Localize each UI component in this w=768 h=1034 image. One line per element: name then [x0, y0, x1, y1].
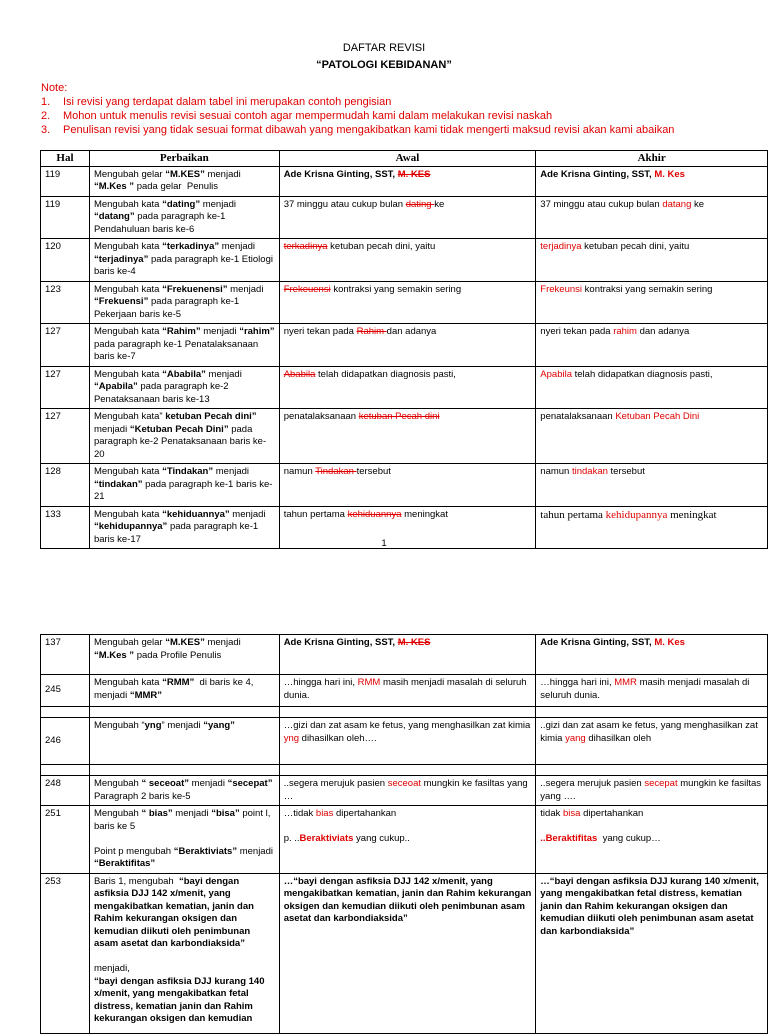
table-body	[41, 166, 768, 549]
text-run: Mengubah kata	[93, 466, 163, 477]
page-subtitle: “PATOLOGI KEBIDANAN”	[316, 59, 452, 71]
text-run: pada Profile Penulis	[134, 649, 222, 661]
text-run: Ade Krisna Ginting, SST,	[540, 637, 655, 648]
cell-hal: 128	[41, 464, 90, 507]
text-run: “ bias”	[141, 808, 173, 819]
text-run: secepat	[644, 778, 678, 789]
text-run: pada paragraph ke-2 Penataksanaan baris ke-13	[93, 381, 232, 405]
text-run: “Frekuenensi”	[162, 283, 228, 295]
text-run: p. ..	[283, 833, 300, 844]
text-run: nyeri tekan pada	[540, 326, 614, 337]
note-item: 1. Isi revisi yang terdapat dalam tabel ini merupakan contoh pengisian	[41, 96, 392, 108]
table-row	[41, 464, 768, 507]
text-run: kontraksi yang semakin sering	[582, 283, 713, 295]
cell-hal: 119	[41, 196, 90, 239]
header-hal: Hal	[41, 151, 90, 167]
text-run: menjadi	[189, 778, 228, 789]
text-run: “bayi dengan asfiksia DJJ 142 x/menit, yang mengakibatkan kematian, janin dan Rahim kekurangan oksigen dan kemudian diikuti oleh penimbunan asam asetat dan karbondiaksida”	[93, 875, 257, 949]
text-run: dan adanya	[636, 326, 690, 337]
spacer-cell	[89, 765, 279, 776]
table-row	[41, 776, 768, 806]
text-run: menjadi	[200, 326, 240, 337]
text-run: “terjadinya”	[93, 253, 149, 265]
text-run: Ade Krisna Ginting, SST,	[283, 168, 398, 180]
cell-awal	[279, 324, 536, 367]
spacer-cell	[536, 765, 768, 776]
table-row	[41, 409, 768, 464]
text-run: Mengubah kata	[93, 677, 163, 688]
table-row	[41, 707, 768, 718]
cell-akhir	[536, 675, 768, 707]
table-row	[41, 166, 768, 196]
cell-hal: 133	[41, 506, 90, 549]
text-run: menjadi	[204, 168, 244, 180]
text-run: dipertahankan	[580, 808, 644, 819]
text-run: “dating”	[162, 198, 201, 210]
text-run: Mengubah kata	[93, 283, 163, 295]
cell-awal	[279, 196, 536, 239]
cell-perbaikan	[89, 806, 279, 874]
text-run: Mengubah gelar	[93, 168, 166, 180]
cell-hal: 119	[41, 166, 90, 196]
table-row	[41, 281, 768, 324]
text-run: Mengubah kata	[93, 368, 163, 380]
cell-awal	[279, 409, 536, 464]
text-run: menjadi	[172, 808, 212, 819]
text-run: yang	[565, 732, 586, 744]
text-run: Mengubah gelar	[93, 637, 166, 648]
text-run: “M.Kes ”	[93, 649, 135, 661]
text-run: pada gelar Penulis	[134, 181, 219, 192]
table-row	[41, 196, 768, 239]
text-run: ketuban pecah dini, yaitu	[581, 241, 690, 252]
cell-akhir	[536, 776, 768, 806]
text-run: menjadi	[205, 368, 245, 380]
text-run: RMM	[357, 677, 381, 688]
text-run: pada paragraph ke-1 Pendahuluan baris ke-6	[93, 211, 229, 235]
text-run: dan adanya	[386, 326, 437, 337]
text-run: Mengubah	[93, 808, 142, 819]
cell-akhir	[536, 409, 768, 464]
text-run: M. KES	[397, 168, 431, 180]
text-run: 37 minggu atau cukup bulan	[283, 198, 406, 210]
text-run: bisa	[563, 808, 581, 819]
text-run: “bayi dengan asfiksia DJJ kurang 140 x/menit, yang mengakibatkan fetal distress, kematian janin dan Rahim kekurangan oksigen dan kemudian	[93, 975, 268, 1024]
text-run: tersebut	[607, 466, 645, 477]
text-run: menjadi	[237, 845, 276, 857]
text-run: nyeri tekan pada	[283, 326, 357, 337]
text-run: menjadi	[200, 198, 239, 210]
table-row	[41, 806, 768, 874]
text-run: Point p mengubah	[93, 845, 174, 857]
text-run: menjadi	[213, 466, 252, 477]
cell-akhir	[536, 873, 768, 1033]
cell-perbaikan	[89, 675, 279, 707]
cell-perbaikan	[89, 281, 279, 324]
table-row	[41, 366, 768, 409]
cell-awal	[279, 464, 536, 507]
text-run: “M.KES”	[165, 168, 205, 180]
text-run: terjadinya	[540, 241, 582, 252]
text-run: Mengubah “	[93, 720, 145, 731]
table-body	[41, 635, 768, 1034]
text-run: “Ketuban Pecah Dini”	[129, 423, 229, 435]
text-run: menjadi	[229, 508, 269, 520]
text-run: “M.KES”	[165, 637, 205, 648]
text-run: menjadi	[204, 637, 244, 648]
text-run: yang cukup..	[353, 833, 410, 844]
text-run: “Beraktiviats”	[173, 845, 238, 857]
header-akhir: Akhir	[536, 151, 768, 167]
spacer-cell	[89, 707, 279, 718]
header-perbaikan: Perbaikan	[89, 151, 279, 167]
text-run: tahun pertama	[540, 508, 606, 521]
text-run: “Beraktifitas”	[93, 858, 156, 869]
cell-perbaikan	[89, 166, 279, 196]
cell-awal	[279, 776, 536, 806]
cell-awal	[279, 239, 536, 282]
text-run: “Ababila”	[162, 368, 206, 380]
text-run: yang cukup…	[597, 833, 661, 844]
spacer-cell	[536, 707, 768, 718]
cell-awal	[279, 718, 536, 765]
table-header-row	[41, 151, 768, 167]
table-row	[41, 675, 768, 707]
text-run: Mengubah kata	[93, 326, 163, 337]
text-run: penatalaksanaan	[283, 411, 359, 422]
text-run: dating	[405, 198, 435, 210]
text-run: “kehidupannya”	[93, 521, 168, 532]
text-run: …tidak	[283, 808, 316, 819]
text-run: mungkin ke fasiltas yang …	[283, 778, 531, 802]
text-run: Apabila	[540, 368, 572, 380]
text-run: “Tindakan”	[162, 466, 214, 477]
cell-perbaikan	[89, 718, 279, 765]
text-run: “Rahim”	[162, 326, 201, 337]
text-run: “rahim”	[239, 326, 275, 337]
text-run: ketuban Pecah dini	[358, 411, 440, 422]
text-run: ..Beraktifitas	[540, 833, 598, 844]
text-run: bias	[315, 808, 334, 819]
text-run: ketuban pecah dini, yaitu	[327, 241, 436, 252]
table-row	[41, 324, 768, 367]
cell-akhir	[536, 324, 768, 367]
text-run: “tindakan”	[93, 478, 143, 490]
text-run: yng	[283, 732, 300, 744]
text-run: “M.Kes ”	[93, 181, 135, 192]
cell-perbaikan	[89, 239, 279, 282]
text-run: Ketuban Pecah Dini	[615, 411, 700, 422]
cell-perbaikan	[89, 409, 279, 464]
text-run: tersebut	[356, 466, 391, 477]
text-run: telah didapatkan diagnosis pasti,	[315, 368, 456, 380]
cell-awal	[279, 675, 536, 707]
cell-hal: 127	[41, 366, 90, 409]
text-run: Ade Krisna Ginting, SST,	[540, 168, 655, 180]
text-run: meningkat	[667, 508, 717, 521]
cell-hal: 123	[41, 281, 90, 324]
text-run: “bisa”	[211, 808, 240, 819]
text-run: seceoat	[387, 778, 421, 789]
cell-akhir	[536, 196, 768, 239]
cell-hal: 253	[41, 873, 90, 1033]
cell-awal	[279, 166, 536, 196]
text-run: “datang”	[93, 211, 135, 222]
cell-akhir	[536, 239, 768, 282]
text-run: M. Kes	[654, 637, 685, 648]
cell-awal	[279, 366, 536, 409]
cell-awal	[279, 806, 536, 874]
table-row	[41, 873, 768, 1033]
note-item: 2. Mohon untuk menulis revisi sesuai contoh agar mempermudah kami dalam melakukan revisi naskah	[41, 110, 553, 122]
text-run: menjadi	[219, 241, 258, 252]
spacer-cell	[279, 707, 536, 718]
text-run: datang	[662, 198, 692, 210]
table-row	[41, 718, 768, 765]
text-run: rahim	[613, 326, 637, 337]
text-run: Tindakan	[315, 466, 357, 477]
text-run: Ababila	[283, 368, 316, 380]
text-run: pada paragraph ke-1 Etiologi baris ke-4	[93, 253, 276, 277]
text-run: Paragraph 2 baris ke-5	[93, 778, 276, 802]
text-run: Beraktiviats	[299, 833, 354, 844]
text-run: di baris ke 4, menjadi	[93, 677, 257, 701]
text-run: Mengubah kata”	[93, 411, 166, 422]
text-run: yng	[144, 720, 162, 731]
cell-hal: 251	[41, 806, 90, 874]
text-run: “MMR”	[129, 689, 163, 701]
table-row	[41, 765, 768, 776]
cell-hal: 120	[41, 239, 90, 282]
cell-perbaikan	[89, 196, 279, 239]
cell-perbaikan	[89, 464, 279, 507]
text-run: “yang”	[203, 720, 235, 731]
header-awal: Awal	[279, 151, 536, 167]
cell-perbaikan	[89, 366, 279, 409]
text-run: kehidupannya	[605, 508, 668, 521]
text-run: meningkat	[401, 508, 448, 520]
text-run: tindakan	[571, 466, 608, 477]
spacer-cell	[279, 765, 536, 776]
text-run: masih menjadi masalah di seluruh dunia.	[540, 677, 753, 701]
text-run: kontraksi yang semakin sering	[330, 283, 462, 295]
text-run: mungkin ke fasiltas yang ….	[540, 778, 764, 802]
cell-akhir	[536, 366, 768, 409]
text-run: 37 minggu atau cukup bulan	[540, 198, 663, 210]
cell-hal: 246	[41, 718, 90, 765]
text-run: ketuban Pecah dini”	[165, 411, 257, 422]
text-run: pada paragraph ke-1 baris ke-17	[93, 521, 261, 545]
note-item: 3. Penulisan revisi yang tidak sesuai format dibawah yang mengakibatkan kami tidak mengerti maksud revisi akan kami abaikan	[41, 124, 675, 136]
cell-perbaikan	[89, 776, 279, 806]
text-run: dipertahankan	[333, 808, 397, 819]
text-run: …hingga hari ini,	[283, 677, 358, 688]
text-run: menjadi	[93, 411, 260, 435]
cell-hal: 127	[41, 409, 90, 464]
text-run: “Frekuensi”	[93, 296, 149, 307]
text-run: Rahim	[356, 326, 387, 337]
cell-hal: 127	[41, 324, 90, 367]
cell-perbaikan	[89, 635, 279, 675]
text-run: menjadi	[227, 283, 267, 295]
text-run: Mengubah kata	[93, 198, 163, 210]
page-number: 1	[381, 538, 387, 549]
text-run: …“bayi dengan asfiksia DJJ kurang 140 x/menit, yang mengakibatkan fetal distress, kematian janin dan Rahim kekurangan oksigen dan kemudian diikuti oleh penimbunan asam asetat dan karbondiaksida”	[540, 875, 762, 937]
text-run: tidak	[540, 808, 564, 819]
revision-table	[40, 150, 768, 549]
cell-akhir	[536, 806, 768, 874]
text-run: namun	[283, 466, 316, 477]
cell-awal	[279, 281, 536, 324]
text-run: dihasilkan oleh….	[299, 732, 377, 744]
text-run: kehiduannya	[347, 508, 402, 520]
table-row	[41, 239, 768, 282]
cell-akhir	[536, 166, 768, 196]
cell-akhir	[536, 464, 768, 507]
cell-awal	[279, 873, 536, 1033]
text-run: tahun pertama	[283, 508, 348, 520]
text-run: penatalaksanaan	[540, 411, 616, 422]
text-run: Baris 1, mengubah	[93, 875, 179, 887]
text-run: pada paragraph ke-2 Penataksanaan baris ke-20	[93, 423, 267, 460]
note-label: Note:	[41, 82, 68, 94]
text-run: “ seceoat”	[141, 778, 190, 789]
page-title: DAFTAR REVISI	[342, 42, 426, 54]
text-run: Mengubah	[93, 778, 142, 789]
text-run: ke	[434, 198, 445, 210]
text-run: point l, baris ke 5	[93, 808, 273, 832]
text-run: Mengubah kata	[93, 241, 163, 252]
cell-awal	[279, 635, 536, 675]
text-run: M. KES	[397, 637, 431, 648]
text-run: Frekeuensi	[283, 283, 331, 295]
spacer-cell	[41, 707, 90, 718]
cell-akhir	[536, 718, 768, 765]
cell-perbaikan	[89, 324, 279, 367]
text-run: pada paragraph ke-1 baris ke-21	[93, 478, 273, 502]
text-run: ” menjadi	[161, 720, 204, 731]
text-run: menjadi,	[93, 963, 130, 974]
text-run: ke	[691, 198, 705, 210]
text-run: “RMM”	[162, 677, 195, 688]
text-run: terkadinya	[283, 241, 328, 252]
cell-hal: 245	[41, 675, 90, 707]
text-run: telah didapatkan diagnosis pasti,	[572, 368, 713, 380]
cell-akhir	[536, 635, 768, 675]
text-run: ..gizi dan zat asam ke fetus, yang menghasilkan zat kimia	[540, 720, 761, 744]
text-run: M. Kes	[654, 168, 685, 180]
text-run: “terkadinya”	[162, 241, 220, 252]
text-run: “kehiduannya”	[162, 508, 230, 520]
text-run: “Apabila”	[93, 381, 138, 392]
cell-hal: 137	[41, 635, 90, 675]
cell-hal: 248	[41, 776, 90, 806]
text-run: …hingga hari ini,	[540, 677, 615, 688]
text-run: MMR	[614, 677, 637, 688]
text-run: Mengubah kata	[93, 508, 163, 520]
text-run: ..segera merujuk pasien	[283, 778, 388, 789]
text-run: …“bayi dengan asfiksia DJJ 142 x/menit, yang mengakibatkan kematian, janin dan Rahim kekurangan oksigen dan kemudian diikuti oleh penimbunan asam asetat dan karbondiaksida”	[283, 875, 534, 924]
text-run: pada paragraph ke-1 Penatalaksanaan baris ke-7	[93, 326, 278, 362]
table-row	[41, 635, 768, 675]
spacer-cell	[41, 765, 90, 776]
text-run: dihasilkan oleh	[585, 732, 652, 744]
cell-akhir	[536, 281, 768, 324]
revision-table-continued	[40, 634, 768, 1034]
text-run: “secepat”	[227, 778, 273, 789]
text-run: Ade Krisna Ginting, SST,	[283, 637, 398, 648]
text-run: Frekeunsi	[540, 283, 583, 295]
text-run: ..segera merujuk pasien	[540, 778, 645, 789]
cell-perbaikan	[89, 873, 279, 1033]
text-run: pada paragraph ke-1 Pekerjaan baris ke-5	[93, 296, 242, 320]
text-run: masih menjadi masalah di seluruh dunia.	[283, 677, 530, 701]
text-run: namun	[540, 466, 572, 477]
text-run: …gizi dan zat asam ke fetus, yang menghasilkan zat kimia	[283, 720, 533, 731]
